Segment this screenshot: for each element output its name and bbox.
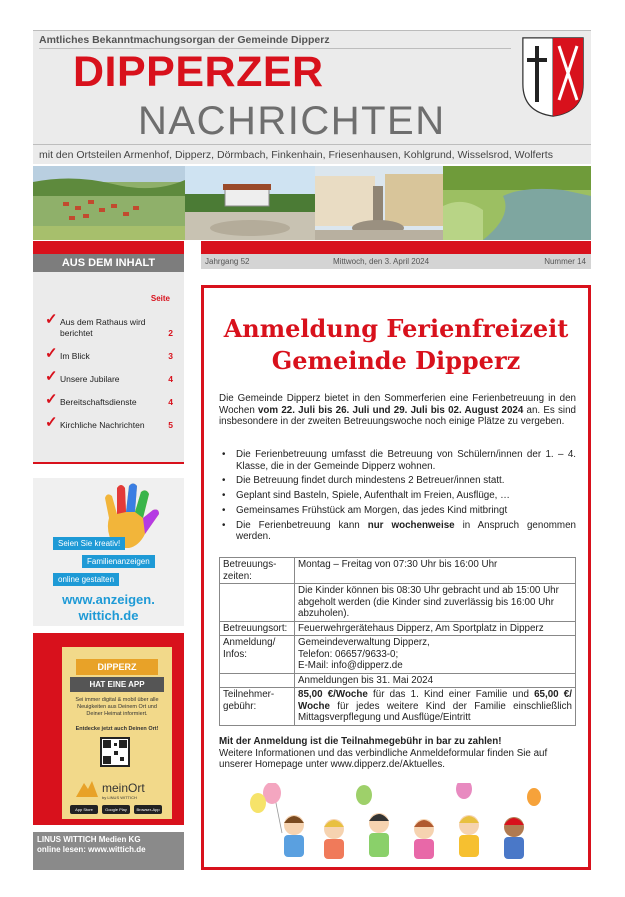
table-value: Anmeldungen bis 31. Mai 2024 bbox=[295, 673, 576, 688]
bullet-text: in Anspruch genommen werden. bbox=[236, 519, 576, 543]
red-bar bbox=[33, 241, 184, 254]
meinort-brand bbox=[102, 781, 145, 800]
contact-phone[interactable]: Telefon: 06657/9633-0; bbox=[298, 648, 399, 660]
list-item: • Die Betreuung findet durch mindestens 2 Betreuer/innen statt. bbox=[219, 475, 576, 487]
table-row bbox=[220, 673, 576, 688]
info-table bbox=[219, 557, 576, 726]
ad-anzeigen[interactable] bbox=[33, 478, 184, 626]
list-item: • Die Ferienbetreuung umfasst die Betreuung von Schülern/innen der 1. – 4. Klasse, die in der Gemeinde Dipperz wohnen. bbox=[219, 449, 576, 472]
bullet-list bbox=[219, 449, 576, 546]
fee-text: für das 1. Kind einer Familie und bbox=[367, 689, 535, 700]
table-key: Betreuungsort: bbox=[220, 621, 295, 636]
more-info: Weitere Informationen und das verbindliche Anmeldeformular finden Sie auf unserer Homepage unter www.dipperz.de/Aktuelles. bbox=[219, 747, 548, 770]
bullet-text: Die Ferienbetreuung kann bbox=[236, 519, 368, 531]
toc-item-page: 4 bbox=[168, 397, 173, 407]
table-key: Teilnehmer-gebühr: bbox=[220, 688, 295, 726]
issue-meta bbox=[201, 254, 591, 269]
publisher-footer bbox=[33, 832, 184, 870]
list-item bbox=[219, 520, 576, 543]
check-icon: ✓ bbox=[45, 368, 58, 385]
ad-ribbon: HAT EINE APP bbox=[70, 677, 164, 692]
article-outro bbox=[219, 736, 576, 771]
list-item: • Geplant sind Basteln, Spiele, Aufenthalt im Freien, Ausflüge, … bbox=[219, 490, 576, 502]
toc-item[interactable] bbox=[45, 391, 173, 408]
ortsteile-line: mit den Ortsteilen Armenhof, Dipperz, Dörmbach, Finkenhain, Friesenhausen, Kohlgrund, Wisselsrod, Wolferts bbox=[39, 149, 553, 161]
publisher-name: LINUS WITTICH Medien KG bbox=[37, 835, 141, 844]
table-value bbox=[295, 688, 576, 726]
table-row bbox=[220, 621, 576, 636]
table-key: Anmeldung/ Infos: bbox=[220, 636, 295, 674]
brand-sub: by LINUS WITTICH bbox=[102, 795, 137, 800]
toc-item-label: Unsere Jubilare bbox=[60, 374, 120, 384]
payment-note: Mit der Anmeldung ist die Teilnahmegebühr in bar zu zahlen! bbox=[219, 736, 502, 747]
contact-email[interactable]: E-Mail: info@dipperz.de bbox=[298, 660, 403, 671]
intro-text: Die Gemeinde Dipperz bietet in den Sommerferien eine Ferienbetreuung in den Wochen bbox=[219, 393, 576, 416]
coat-of-arms-icon bbox=[521, 36, 585, 118]
brand-name: meinOrt bbox=[102, 781, 145, 795]
toc-item[interactable] bbox=[45, 368, 173, 385]
article-box bbox=[201, 285, 591, 870]
app-store-badge[interactable]: App Store bbox=[70, 805, 98, 814]
check-icon: ✓ bbox=[45, 414, 58, 431]
table-value bbox=[295, 636, 576, 674]
toc-heading: AUS DEM INHALT bbox=[33, 254, 184, 272]
toc-item-page: 5 bbox=[168, 420, 173, 430]
photo-plaza bbox=[185, 166, 315, 240]
ad-panel bbox=[62, 647, 172, 819]
photo-village-aerial bbox=[33, 166, 185, 240]
issue-number: Nummer 14 bbox=[544, 257, 586, 266]
photo-fountain bbox=[315, 166, 443, 240]
table-row bbox=[220, 584, 576, 622]
ad-text: Sei immer digital & mobil über alle Neuigkeiten aus Deinem Ort und Deiner Heimat informiert. bbox=[75, 697, 159, 717]
table-row bbox=[220, 636, 576, 674]
toc-item[interactable] bbox=[45, 345, 173, 362]
ad-meinort-app[interactable] bbox=[33, 633, 184, 825]
toc-item-page: 3 bbox=[168, 351, 173, 361]
masthead bbox=[33, 30, 591, 164]
article-title: Gemeinde Dipperz bbox=[271, 346, 521, 375]
ad-pill: Seien Sie kreativ! bbox=[53, 537, 125, 550]
ad-url[interactable]: wittich.de bbox=[78, 608, 139, 623]
fee-bold: 65,00 €/ Woche bbox=[298, 689, 572, 712]
check-icon: ✓ bbox=[45, 391, 58, 408]
check-icon: ✓ bbox=[45, 311, 58, 328]
intro-dates: vom 22. Juli bis 26. Juli und 29. Juli bis 02. August 2024 bbox=[257, 404, 524, 416]
intro-text: an. Es sind insbesondere in der zweiten Betreuungswoche noch einige Plätze zu vergeben. bbox=[219, 404, 576, 427]
list-item: • Gemeinsames Frühstück am Morgen, das jedes Kind mitbringt bbox=[219, 505, 576, 517]
bullet-bold: nur wochenweise bbox=[367, 519, 455, 531]
table-of-contents bbox=[33, 272, 184, 464]
google-play-badge[interactable]: Google Play bbox=[102, 805, 130, 814]
table-value: Feuerwehrgerätehaus Dipperz, Am Sportplatz in Dipperz bbox=[295, 621, 576, 636]
title-dipperzer: DIPPERZER bbox=[73, 48, 324, 96]
qr-code-icon bbox=[100, 737, 130, 767]
publisher-url[interactable]: online lesen: www.wittich.de bbox=[37, 845, 146, 854]
meinort-logo-icon bbox=[76, 779, 98, 797]
photo-strip bbox=[33, 166, 591, 240]
red-bar bbox=[201, 241, 591, 254]
article-intro bbox=[219, 393, 576, 428]
organ-line: Amtliches Bekanntmachungsorgan der Gemeinde Dipperz bbox=[39, 34, 330, 46]
jahrgang: Jahrgang 52 bbox=[205, 257, 250, 266]
ad-url[interactable]: www.anzeigen. bbox=[62, 592, 155, 607]
ad-pill: online gestalten bbox=[53, 573, 119, 586]
toc-item-label: Kirchliche Nachrichten bbox=[60, 420, 145, 430]
ad-pill: Familienanzeigen bbox=[82, 555, 155, 568]
table-key bbox=[220, 584, 295, 622]
ad-ribbon: DIPPERZ bbox=[76, 659, 158, 675]
title-nachrichten: NACHRICHTEN bbox=[138, 99, 446, 143]
table-value: Die Kinder können bis 08:30 Uhr gebracht und ab 15:00 Uhr abgeholt werden (die Kinder sind zuverlässig bis 16:00 Uhr abzuholen). bbox=[295, 584, 576, 622]
photo-stream bbox=[443, 166, 591, 240]
contact-line: Gemeindeverwaltung Dipperz, bbox=[298, 637, 430, 648]
toc-item-label: Bereitschaftsdienste bbox=[60, 397, 137, 407]
browser-app-badge[interactable]: Browser-App bbox=[134, 805, 162, 814]
divider bbox=[33, 144, 591, 145]
toc-item[interactable] bbox=[45, 414, 173, 431]
seite-label: Seite bbox=[150, 294, 170, 303]
check-icon: ✓ bbox=[45, 345, 58, 362]
table-row bbox=[220, 558, 576, 584]
toc-item-label: Im Blick bbox=[60, 351, 90, 361]
ad-text-bold: Entdecke jetzt auch Deinen Ort! bbox=[75, 726, 159, 732]
toc-item-page: 4 bbox=[168, 374, 173, 384]
table-value: Montag – Freitag von 07:30 Uhr bis 16:00 Uhr bbox=[295, 558, 576, 584]
table-key: Betreuungs-zeiten: bbox=[220, 558, 295, 584]
toc-item[interactable] bbox=[45, 311, 173, 339]
article-title: Anmeldung Ferienfreizeit bbox=[223, 314, 569, 343]
fee-bold: 85,00 €/Woche bbox=[298, 689, 368, 700]
table-row bbox=[220, 688, 576, 726]
fee-text: für jedes weitere Kind der Familie einschließlich Mittagsverpflegung und Ausflüge/Eintritt bbox=[298, 700, 572, 723]
table-key bbox=[220, 673, 295, 688]
toc-item-label: Aus dem Rathaus wird berichtet bbox=[60, 317, 146, 338]
issue-date: Mittwoch, den 3. April 2024 bbox=[333, 257, 430, 266]
children-illustration-icon bbox=[234, 783, 564, 863]
toc-item-page: 2 bbox=[168, 328, 173, 338]
